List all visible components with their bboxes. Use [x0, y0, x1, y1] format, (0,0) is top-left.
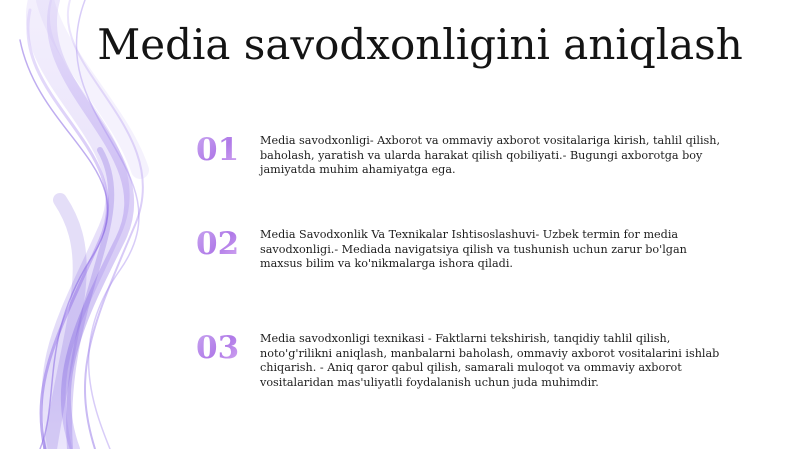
item-number: 03: [196, 331, 256, 365]
item-text: Media savodxonligi- Axborot va ommaviy axborot vositalariga kirish, tahlil qilish, baholash, yaratish va ularda harakat qilish qobiliyati.- Bugungi axborotga boy jamiyatda muhim ahamiyatga ega.: [260, 134, 721, 176]
list-item: [196, 227, 736, 307]
slide-title: Media savodxonligini aniqlash: [97, 20, 743, 69]
list-item: [196, 133, 736, 213]
item-text: Media Savodxonlik Va Texnikalar Ishtisoslashuvi- Uzbek termin for media savodxonligi.- Mediada navigatsiya qilish va tushunish uchun zarur bo'lgan maxsus bilim va ko'nikmalarga ishora qiladi.: [260, 228, 687, 270]
item-text: Media savodxonligi texnikasi - Faktlarni tekshirish, tanqidiy tahlil qilish, noto'g'rilikni aniqlash, manbalarni baholash, ommaviy axborot vositalarini ishlab chiqarish. - Aniq qaror qabul qilish, samarali muloqot va ommaviy axborot vositalaridan mas'uliyatli foydalanish uchun juda muhimdir.: [260, 332, 720, 389]
item-number: 01: [196, 133, 256, 167]
item-number: 02: [196, 227, 256, 261]
list-item: [196, 331, 736, 411]
